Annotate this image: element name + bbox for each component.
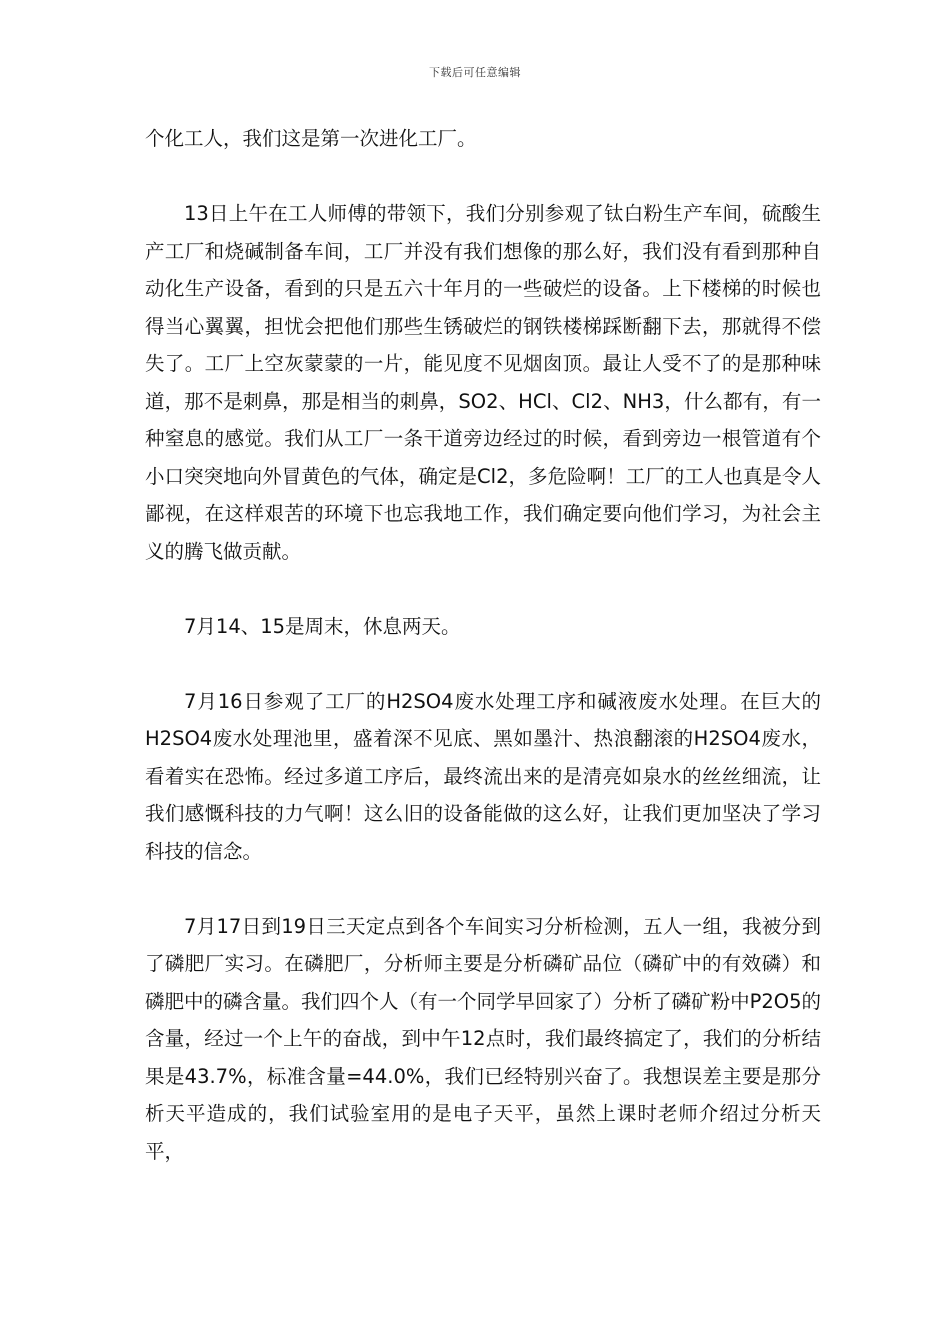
paragraph-wastewater: 7月16日参观了工厂的H2SO4废水处理工序和碱液废水处理。在巨大的H2SO4废水处理池里，盛着深不见底、黑如墨汁、热浪翻滚的H2SO4废水，看着实在恐怖。经过多道工序后，最终流出来的是清亮如泉水的丝丝细流，让我们感慨科技的力气啊！这么旧的设备能做的这么好，让我们更加坚决了学习科技的信念。 (145, 689, 821, 863)
paragraph-phosphate-analysis: 7月17日到19日三天定点到各个车间实习分析检测，五人一组，我被分到了磷肥厂实习。在磷肥厂，分析师主要是分析磷矿品位（磷矿中的有效磷）和磷肥中的磷含量。我们四个人（有一个同学早回家了）分析了磷矿粉中P2O5的含量，经过一个上午的奋战，到中午12点时，我们最终搞定了，我们的分析结果是43.7%，标准含量=44.0%，我们已经特别兴奋了。我想误差主要是那分析天平造成的，我们试验室用的是电子天平，虽然上课时老师介绍过分析天平， (145, 914, 821, 1163)
document-body (145, 120, 821, 1208)
paragraph-continuation: 个化工人，我们这是第一次进化工厂。 (145, 127, 477, 150)
paragraph-weekend: 7月14、15是周末，休息两天。 (184, 614, 461, 638)
paragraph-factory-visit: 13日上午在工人师傅的带领下，我们分别参观了钛白粉生产车间，硫酸生产工厂和烧碱制备车间，工厂并没有我们想像的那么好，我们没有看到那种自动化生产设备，看到的只是五六十年月的一些破烂的设备。上下楼梯的时候也得当心翼翼，担忧会把他们那些生锈破烂的钢铁楼梯踩断翻下去，那就得不偿失了。工厂上空灰蒙蒙的一片，能见度不见烟囱顶。最让人受不了的是那种味道，那不是刺鼻，那是相当的刺鼻，SO2、HCl、Cl2、NH3，什么都有，有一种窒息的感觉。我们从工厂一条干道旁边经过的时候，看到旁边一根管道有个小口突突地向外冒黄色的气体，确定是Cl2，多危险啊！工厂的工人也真是令人鄙视，在这样艰苦的环境下也忘我地工作，我们确定要向他们学习，为社会主义的腾飞做贡献。 (145, 202, 821, 563)
page-header: 下载后可任意编辑 (429, 66, 521, 79)
